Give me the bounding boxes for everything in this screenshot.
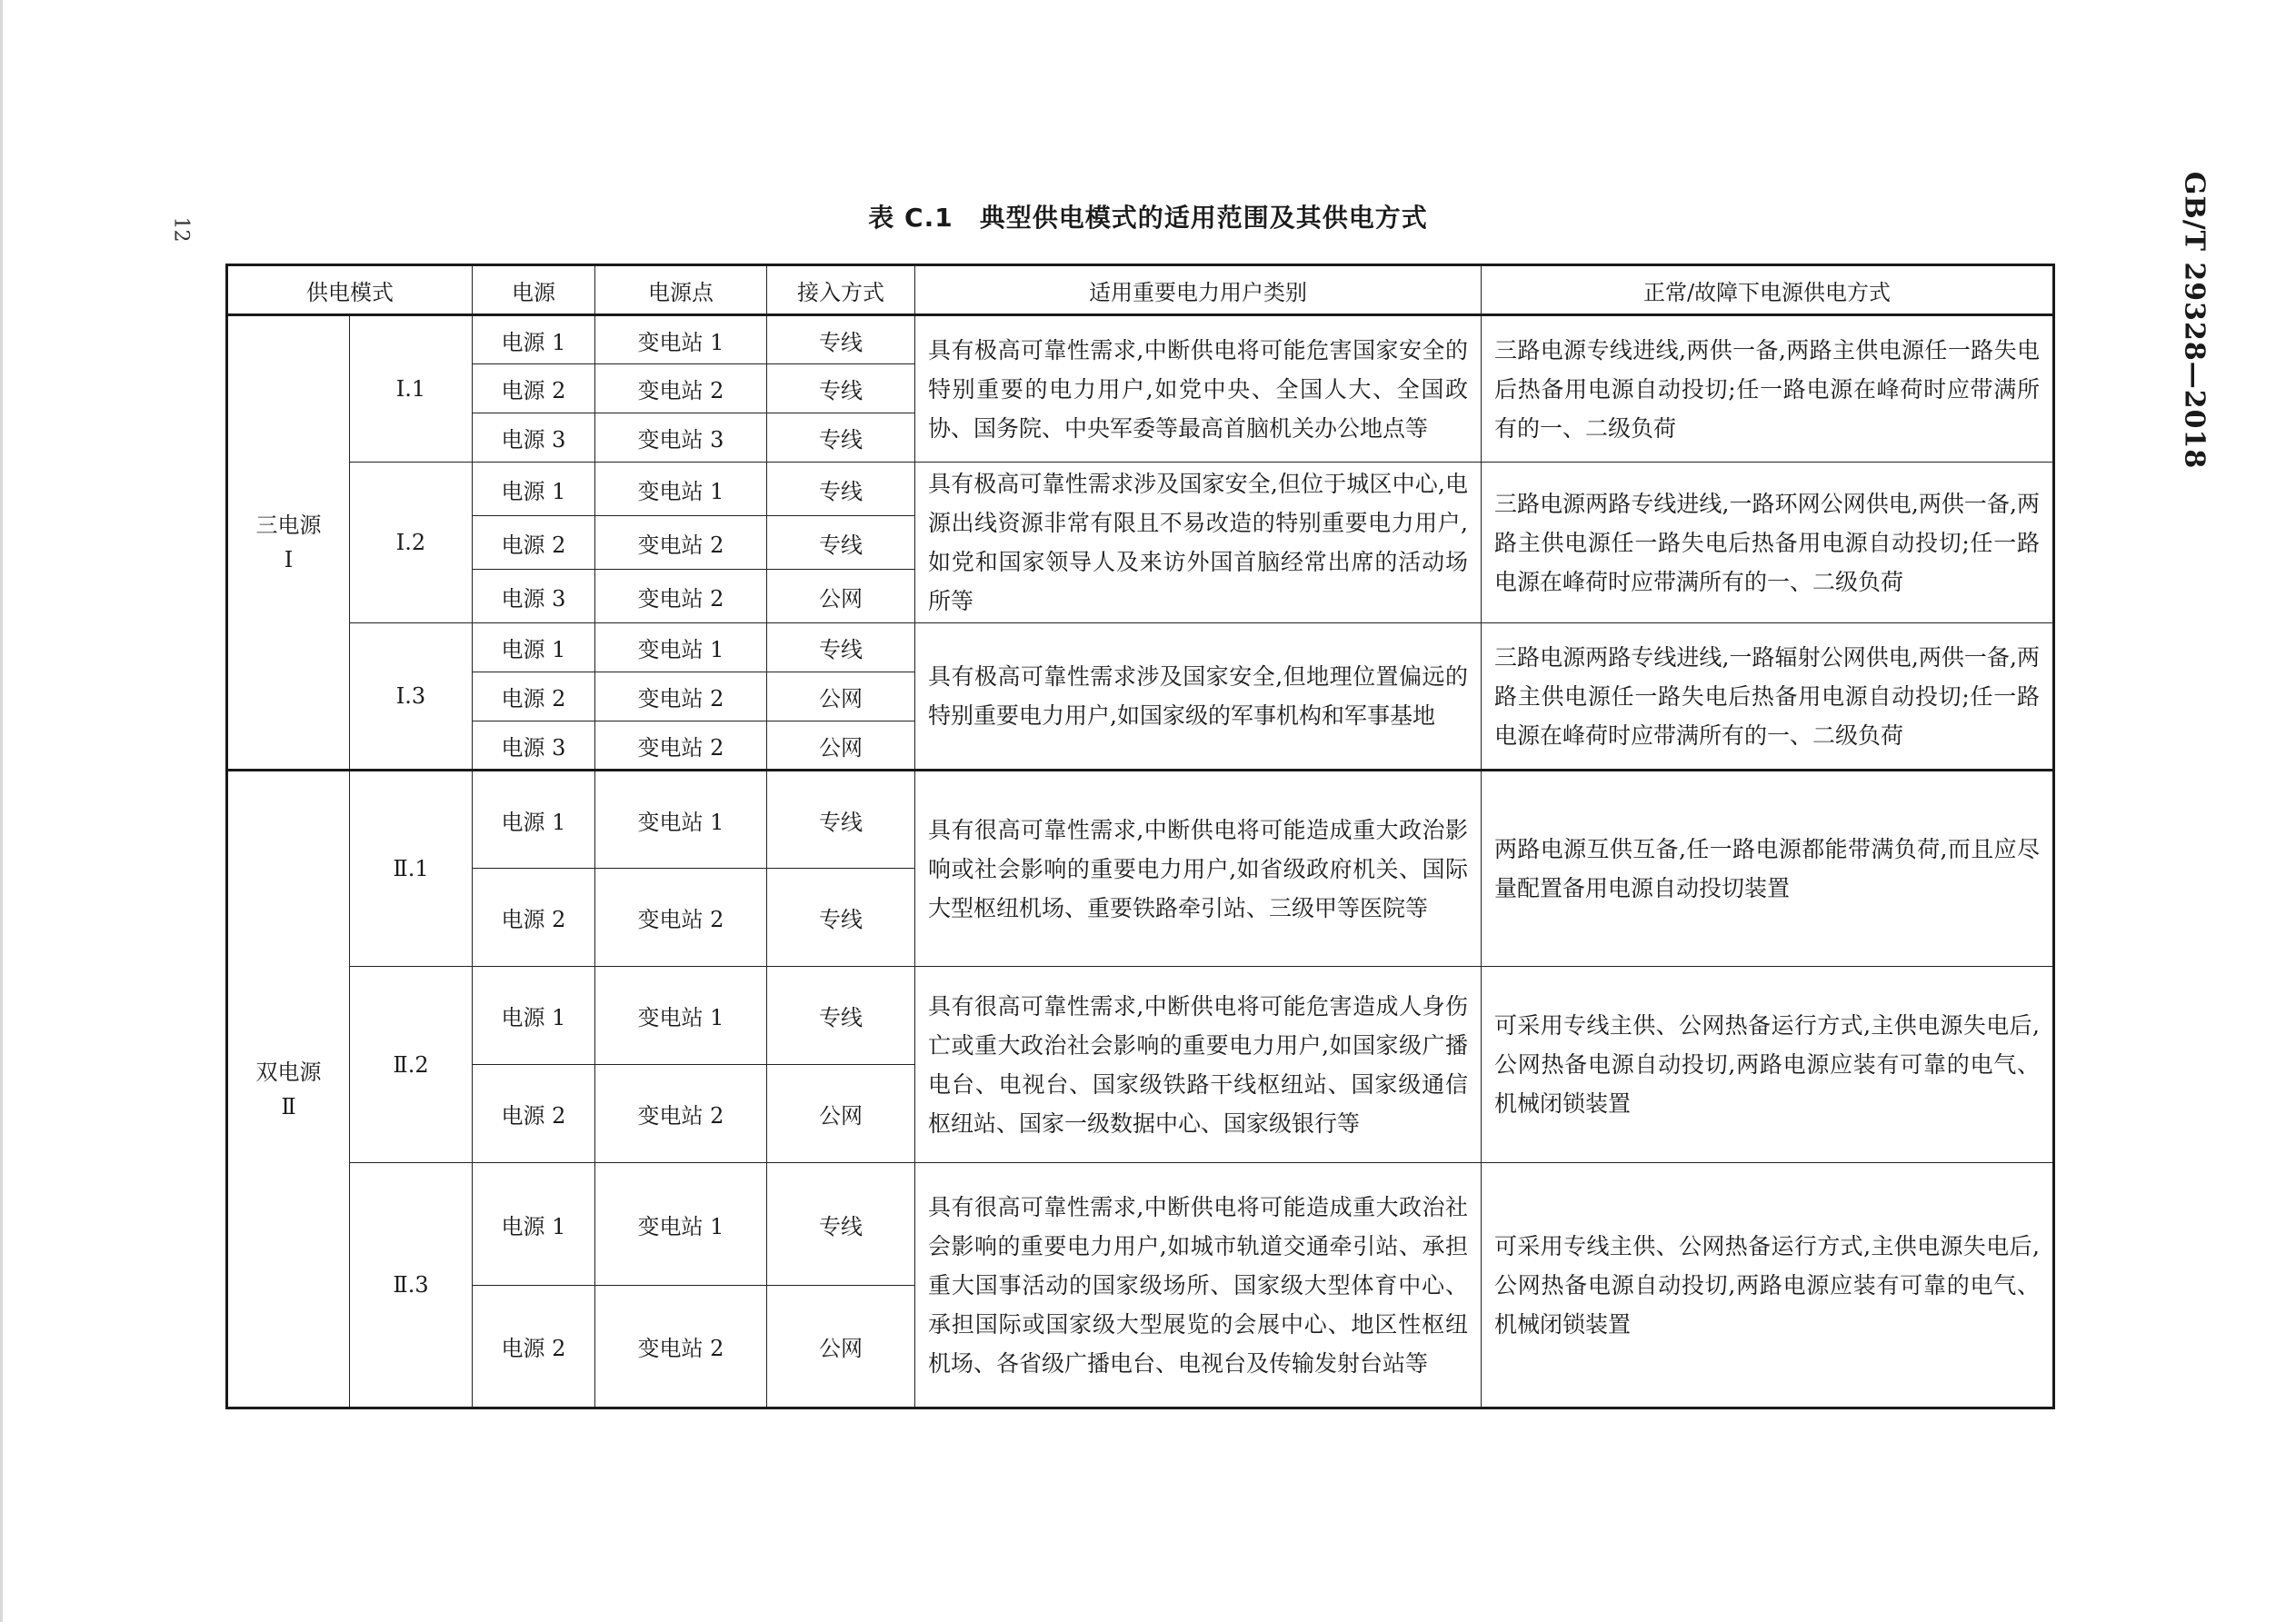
source-cell: 电源 2 xyxy=(473,672,595,721)
access-cell: 公网 xyxy=(767,672,915,721)
source-cell: 电源 2 xyxy=(473,364,595,413)
table-title: 表 C.1 典型供电模式的适用范围及其供电方式 xyxy=(868,203,1428,233)
point-cell: 变电站 2 xyxy=(595,570,767,623)
access-cell: 专线 xyxy=(767,413,915,463)
table-row xyxy=(227,1163,2054,1286)
point-cell: 变电站 1 xyxy=(595,315,767,364)
access-cell: 公网 xyxy=(767,1286,915,1408)
header-access: 接入方式 xyxy=(767,265,915,315)
sub-mode-code: Ⅱ.1 xyxy=(350,771,473,967)
source-cell: 电源 3 xyxy=(473,570,595,623)
category-cell: 具有极高可靠性需求涉及国家安全,但位于城区中心,电源出线资源非常有限且不易改造的特别重要电力用户,如党和国家领导人及来访外国首脑经常出席的活动场所等 xyxy=(915,463,1482,623)
point-cell: 变电站 1 xyxy=(595,1163,767,1286)
method-cell: 可采用专线主供、公网热备运行方式,主供电源失电后,公网热备电源自动投切,两路电源应装有可靠的电气、机械闭锁装置 xyxy=(1482,967,2054,1163)
table-row xyxy=(227,623,2054,672)
power-supply-mode-table xyxy=(225,264,2055,1409)
header-method: 正常/故障下电源供电方式 xyxy=(1482,265,2054,315)
source-cell: 电源 2 xyxy=(473,1286,595,1408)
source-cell: 电源 2 xyxy=(473,869,595,967)
access-cell: 公网 xyxy=(767,1065,915,1163)
point-cell: 变电站 2 xyxy=(595,869,767,967)
mode-label: 三电源 xyxy=(255,512,322,538)
category-cell: 具有极高可靠性需求,中断供电将可能危害国家安全的特别重要的电力用户,如党中央、全国人大、全国政协、国务院、中央军委等最高首脑机关办公地点等 xyxy=(915,315,1482,463)
header-point: 电源点 xyxy=(595,265,767,315)
table-row xyxy=(227,315,2054,364)
method-cell: 三路电源两路专线进线,一路环网公网供电,两供一备,两路主供电源任一路失电后热备用电源自动投切;任一路电源在峰荷时应带满所有的一、二级负荷 xyxy=(1482,463,2054,623)
source-cell: 电源 1 xyxy=(473,967,595,1065)
table-header-row xyxy=(227,265,2054,315)
table-row xyxy=(227,771,2054,869)
point-cell: 变电站 2 xyxy=(595,1065,767,1163)
sub-mode-code: Ⅰ.2 xyxy=(350,463,473,623)
mode-cell-three-source xyxy=(227,315,350,771)
access-cell: 专线 xyxy=(767,623,915,672)
mode-label: 双电源 xyxy=(255,1059,322,1085)
access-cell: 专线 xyxy=(767,315,915,364)
source-cell: 电源 1 xyxy=(473,771,595,869)
access-cell: 专线 xyxy=(767,771,915,869)
access-cell: 专线 xyxy=(767,869,915,967)
standard-code: GB/T 29328—2018 xyxy=(2178,171,2211,470)
header-source: 电源 xyxy=(473,265,595,315)
category-cell: 具有极高可靠性需求涉及国家安全,但地理位置偏远的特别重要电力用户,如国家级的军事机构和军事基地 xyxy=(915,623,1482,771)
access-cell: 专线 xyxy=(767,1163,915,1286)
point-cell: 变电站 1 xyxy=(595,623,767,672)
mode-numeral: Ⅱ xyxy=(281,1093,296,1119)
page-number: 12 xyxy=(169,216,193,243)
access-cell: 专线 xyxy=(767,516,915,570)
category-cell: 具有很高可靠性需求,中断供电将可能危害造成人身伤亡或重大政治社会影响的重要电力用户,如国家级广播电台、电视台、国家级铁路干线枢纽站、国家级通信枢纽站、国家一级数据中心、国家级银行等 xyxy=(915,967,1482,1163)
page-edge xyxy=(0,0,3,1622)
sub-mode-code: Ⅱ.2 xyxy=(350,967,473,1163)
point-cell: 变电站 1 xyxy=(595,463,767,516)
point-cell: 变电站 2 xyxy=(595,516,767,570)
point-cell: 变电站 1 xyxy=(595,771,767,869)
source-cell: 电源 1 xyxy=(473,463,595,516)
point-cell: 变电站 2 xyxy=(595,364,767,413)
category-cell: 具有很高可靠性需求,中断供电将可能造成重大政治影响或社会影响的重要电力用户,如省级政府机关、国际大型枢纽机场、重要铁路牵引站、三级甲等医院等 xyxy=(915,771,1482,967)
mode-cell-dual-source xyxy=(227,771,350,1408)
mode-numeral: Ⅰ xyxy=(284,547,294,572)
sub-mode-code: Ⅱ.3 xyxy=(350,1163,473,1408)
table-row xyxy=(227,463,2054,516)
header-mode: 供电模式 xyxy=(227,265,473,315)
sub-mode-code: Ⅰ.1 xyxy=(350,315,473,463)
source-cell: 电源 1 xyxy=(473,315,595,364)
method-cell: 两路电源互供互备,任一路电源都能带满负荷,而且应尽量配置备用电源自动投切装置 xyxy=(1482,771,2054,967)
point-cell: 变电站 2 xyxy=(595,1286,767,1408)
source-cell: 电源 1 xyxy=(473,623,595,672)
point-cell: 变电站 1 xyxy=(595,967,767,1065)
point-cell: 变电站 3 xyxy=(595,413,767,463)
access-cell: 公网 xyxy=(767,570,915,623)
access-cell: 公网 xyxy=(767,721,915,771)
source-cell: 电源 3 xyxy=(473,413,595,463)
header-category: 适用重要电力用户类别 xyxy=(915,265,1482,315)
source-cell: 电源 2 xyxy=(473,516,595,570)
method-cell: 三路电源两路专线进线,一路辐射公网供电,两供一备,两路主供电源任一路失电后热备用电源自动投切;任一路电源在峰荷时应带满所有的一、二级负荷 xyxy=(1482,623,2054,771)
access-cell: 专线 xyxy=(767,967,915,1065)
category-cell: 具有很高可靠性需求,中断供电将可能造成重大政治社会影响的重要电力用户,如城市轨道交通牵引站、承担重大国事活动的国家级场所、国家级大型体育中心、承担国际或国家级大型展览的会展中心、地区性枢纽机场、各省级广播电台、电视台及传输发射台站等 xyxy=(915,1163,1482,1408)
point-cell: 变电站 2 xyxy=(595,721,767,771)
table-row xyxy=(227,967,2054,1065)
sub-mode-code: Ⅰ.3 xyxy=(350,623,473,771)
source-cell: 电源 1 xyxy=(473,1163,595,1286)
source-cell: 电源 2 xyxy=(473,1065,595,1163)
access-cell: 专线 xyxy=(767,364,915,413)
point-cell: 变电站 2 xyxy=(595,672,767,721)
method-cell: 可采用专线主供、公网热备运行方式,主供电源失电后,公网热备电源自动投切,两路电源应装有可靠的电气、机械闭锁装置 xyxy=(1482,1163,2054,1408)
method-cell: 三路电源专线进线,两供一备,两路主供电源任一路失电后热备用电源自动投切;任一路电源在峰荷时应带满所有的一、二级负荷 xyxy=(1482,315,2054,463)
source-cell: 电源 3 xyxy=(473,721,595,771)
access-cell: 专线 xyxy=(767,463,915,516)
